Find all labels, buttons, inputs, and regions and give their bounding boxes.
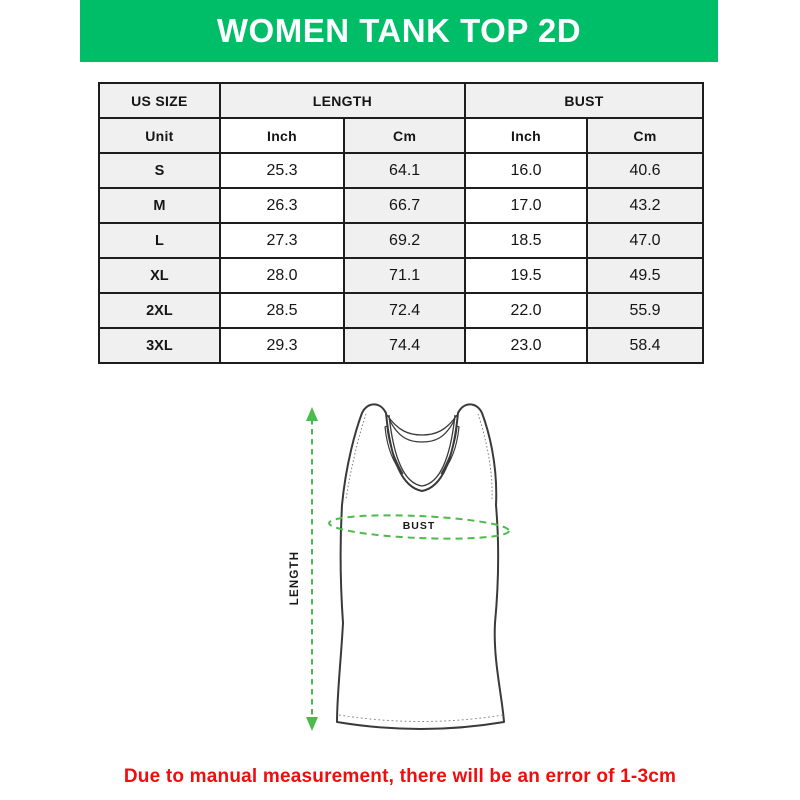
size-label: 3XL [99,328,220,363]
bust-inch-value: 16.0 [465,153,587,188]
length-arrowhead-up [306,407,318,421]
length-inch-value: 25.3 [220,153,344,188]
col-header-bust: BUST [465,83,703,118]
length-arrowhead-down [306,717,318,731]
tank-top-diagram [282,395,512,745]
col-header-us-size: US SIZE [99,83,220,118]
length-cm-value: 74.4 [344,328,465,363]
size-label: M [99,188,220,223]
racerback-neck-inner-line [389,419,455,442]
col-header-length: LENGTH [220,83,465,118]
length-cm-value: 64.1 [344,153,465,188]
measurement-note: Due to manual measurement, there will be an error of 1-3cm [123,766,677,787]
length-inch-value: 28.0 [220,258,344,293]
size-label: L [99,223,220,258]
size-label: XL [99,258,220,293]
bust-cm-value: 40.6 [587,153,703,188]
length-inch-value: 29.3 [220,328,344,363]
page-title: WOMEN TANK TOP 2D [216,12,582,49]
length-cm-header: Cm [344,118,465,153]
size-table [98,82,704,364]
bust-inch-value: 23.0 [465,328,587,363]
bust-inch-value: 19.5 [465,258,587,293]
bust-cm-value: 47.0 [587,223,703,258]
table-row-2xl [99,293,703,328]
bust-inch-value: 22.0 [465,293,587,328]
bust-cm-value: 55.9 [587,293,703,328]
bust-cm-header: Cm [587,118,703,153]
table-row-3xl [99,328,703,363]
bust-inch-value: 18.5 [465,223,587,258]
length-cm-value: 69.2 [344,223,465,258]
title-banner [80,0,718,62]
bust-inch-header: Inch [465,118,587,153]
tank-top-outline [337,404,504,729]
bust-inch-value: 17.0 [465,188,587,223]
length-inch-value: 26.3 [220,188,344,223]
bust-cm-value: 49.5 [587,258,703,293]
table-unit-row [99,118,703,153]
size-label: 2XL [99,293,220,328]
bust-label: BUST [402,520,436,532]
length-cm-value: 71.1 [344,258,465,293]
table-row-xl [99,258,703,293]
unit-header: Unit [99,118,220,153]
length-cm-value: 66.7 [344,188,465,223]
length-label: LENGTH [289,550,301,606]
bust-cm-value: 58.4 [587,328,703,363]
length-inch-value: 27.3 [220,223,344,258]
length-inch-value: 28.5 [220,293,344,328]
length-inch-header: Inch [220,118,344,153]
table-row-m [99,188,703,223]
table-row-s [99,153,703,188]
table-group-header-row [99,83,703,118]
bust-cm-value: 43.2 [587,188,703,223]
table-row-l [99,223,703,258]
length-cm-value: 72.4 [344,293,465,328]
size-label: S [99,153,220,188]
